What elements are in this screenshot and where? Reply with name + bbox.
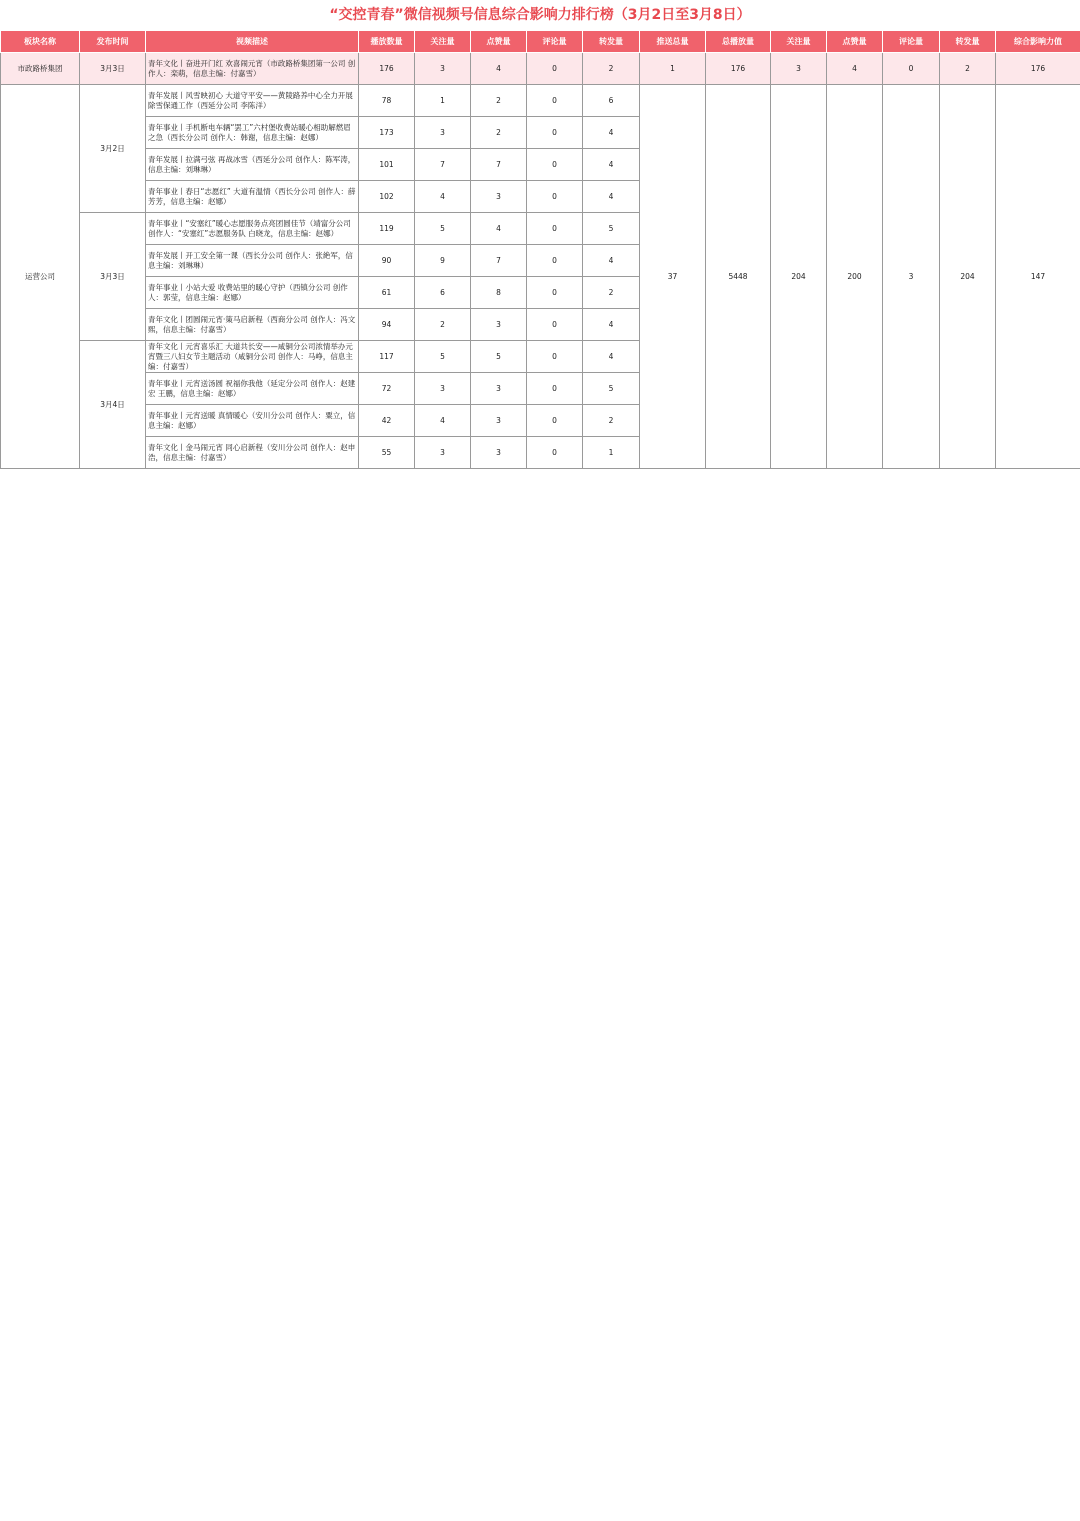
total-play: 176 <box>706 53 771 85</box>
video-description: 青年事业丨手机断电车辆“罢工”六村堡收费站暖心相助解燃眉之急（西长分公司 创作人：韩谢，信息主编：赵娜） <box>146 117 359 149</box>
table-row <box>1 53 1080 85</box>
follow-count: 1 <box>415 85 471 117</box>
share-count: 2 <box>583 277 640 309</box>
table-row <box>1 85 1080 117</box>
share-count: 2 <box>583 405 640 437</box>
comment-count: 0 <box>527 85 583 117</box>
ranking-table <box>0 30 1080 469</box>
influence-value: 176 <box>996 53 1080 85</box>
header-cell: 转发量 <box>583 31 640 53</box>
header-cell: 评论量 <box>883 31 940 53</box>
header-cell: 评论量 <box>527 31 583 53</box>
comment-count: 0 <box>527 373 583 405</box>
share-count: 6 <box>583 85 640 117</box>
play-count: 173 <box>359 117 415 149</box>
play-count: 90 <box>359 245 415 277</box>
comment-count: 0 <box>527 117 583 149</box>
play-count: 72 <box>359 373 415 405</box>
comment-count: 0 <box>527 437 583 469</box>
play-count: 78 <box>359 85 415 117</box>
total-share: 204 <box>940 85 996 469</box>
like-count: 3 <box>471 181 527 213</box>
play-count: 119 <box>359 213 415 245</box>
header-cell: 关注量 <box>415 31 471 53</box>
play-count: 61 <box>359 277 415 309</box>
comment-count: 0 <box>527 149 583 181</box>
total-follow: 3 <box>771 53 827 85</box>
like-count: 3 <box>471 373 527 405</box>
total-comment: 0 <box>883 53 940 85</box>
play-count: 42 <box>359 405 415 437</box>
play-count: 176 <box>359 53 415 85</box>
sector-name: 市政路桥集团 <box>1 53 80 85</box>
comment-count: 0 <box>527 405 583 437</box>
play-count: 117 <box>359 341 415 373</box>
header-cell: 视频描述 <box>146 31 359 53</box>
follow-count: 4 <box>415 181 471 213</box>
follow-count: 9 <box>415 245 471 277</box>
publish-date: 3月2日 <box>80 85 146 213</box>
share-count: 4 <box>583 309 640 341</box>
page-title: “交控青春”微信视频号信息综合影响力排行榜（3月2日至3月8日） <box>329 7 751 23</box>
publish-date: 3月3日 <box>80 213 146 341</box>
share-count: 4 <box>583 181 640 213</box>
follow-count: 5 <box>415 341 471 373</box>
play-count: 94 <box>359 309 415 341</box>
play-count: 55 <box>359 437 415 469</box>
like-count: 2 <box>471 117 527 149</box>
sector-name: 运营公司 <box>1 85 80 469</box>
video-description: 青年发展丨开工安全第一课（西长分公司 创作人：张絶军，信息主编：刘琳琳） <box>146 245 359 277</box>
like-count: 3 <box>471 405 527 437</box>
header-cell: 板块名称 <box>1 31 80 53</box>
comment-count: 0 <box>527 245 583 277</box>
share-count: 1 <box>583 437 640 469</box>
comment-count: 0 <box>527 53 583 85</box>
video-description: 青年文化丨奋进开门红 欢喜闹元宵（市政路桥集团第一公司 创作人：栾萌，信息主编：付嘉雪） <box>146 53 359 85</box>
share-count: 4 <box>583 117 640 149</box>
follow-count: 4 <box>415 405 471 437</box>
follow-count: 3 <box>415 53 471 85</box>
video-description: 青年事业丨春日“志愿红” 大道有温情（西长分公司 创作人：薛芳芳，信息主编：赵娜） <box>146 181 359 213</box>
total-follow: 204 <box>771 85 827 469</box>
header-cell: 总播放量 <box>706 31 771 53</box>
video-description: 青年发展丨拉满弓弦 再战冰雪（西延分公司 创作人：陈军涛，信息主编：刘琳琳） <box>146 149 359 181</box>
follow-count: 6 <box>415 277 471 309</box>
like-count: 7 <box>471 245 527 277</box>
header-cell: 点赞量 <box>471 31 527 53</box>
total-push: 37 <box>640 85 706 469</box>
video-description: 青年发展丨风雪映初心 大道守平安——黄陵路养中心全力开展除雪保通工作（西延分公司 李陈洋） <box>146 85 359 117</box>
like-count: 3 <box>471 437 527 469</box>
share-count: 5 <box>583 213 640 245</box>
video-description: 青年事业丨元宵送暖 真情暖心（安川分公司 创作人：粟立，信息主编：赵娜） <box>146 405 359 437</box>
share-count: 4 <box>583 341 640 373</box>
comment-count: 0 <box>527 309 583 341</box>
follow-count: 7 <box>415 149 471 181</box>
follow-count: 5 <box>415 213 471 245</box>
video-description: 青年文化丨元宵喜乐汇 大道共长安——咸铜分公司浓情举办元宵暨三八妇女节主题活动（咸铜分公司 创作人：马峥，信息主编：付嘉雪） <box>146 341 359 373</box>
follow-count: 3 <box>415 117 471 149</box>
follow-count: 3 <box>415 373 471 405</box>
video-description: 青年文化丨团圆闹元宵·策马启新程（西商分公司 创作人：冯文熙，信息主编：付嘉雪） <box>146 309 359 341</box>
publish-date: 3月3日 <box>80 53 146 85</box>
total-share: 2 <box>940 53 996 85</box>
share-count: 4 <box>583 149 640 181</box>
video-description: 青年事业丨元宵送汤圆 祝福你我他（延定分公司 创作人：赵建宏 王鹏，信息主编：赵娜） <box>146 373 359 405</box>
header-cell: 点赞量 <box>827 31 883 53</box>
total-play: 5448 <box>706 85 771 469</box>
header-cell: 综合影响力值 <box>996 31 1080 53</box>
influence-value: 147 <box>996 85 1080 469</box>
total-comment: 3 <box>883 85 940 469</box>
like-count: 7 <box>471 149 527 181</box>
video-description: 青年事业丨“安塞红”暖心志愿服务点亮团圆佳节（靖富分公司 创作人：“安塞红”志愿服务队 白晓龙，信息主编：赵娜） <box>146 213 359 245</box>
total-like: 200 <box>827 85 883 469</box>
comment-count: 0 <box>527 277 583 309</box>
comment-count: 0 <box>527 213 583 245</box>
like-count: 3 <box>471 309 527 341</box>
header-cell: 推送总量 <box>640 31 706 53</box>
follow-count: 3 <box>415 437 471 469</box>
header-cell: 播放数量 <box>359 31 415 53</box>
like-count: 2 <box>471 85 527 117</box>
total-push: 1 <box>640 53 706 85</box>
like-count: 5 <box>471 341 527 373</box>
follow-count: 2 <box>415 309 471 341</box>
video-description: 青年文化丨金马闹元宵 同心启新程（安川分公司 创作人：赵申浩，信息主编：付嘉雪） <box>146 437 359 469</box>
share-count: 4 <box>583 245 640 277</box>
play-count: 102 <box>359 181 415 213</box>
comment-count: 0 <box>527 341 583 373</box>
share-count: 2 <box>583 53 640 85</box>
total-like: 4 <box>827 53 883 85</box>
header-cell: 发布时间 <box>80 31 146 53</box>
play-count: 101 <box>359 149 415 181</box>
like-count: 4 <box>471 53 527 85</box>
header-cell: 关注量 <box>771 31 827 53</box>
video-description: 青年事业丨小站大爱 收费站里的暖心守护（西镇分公司 创作人：郭莹，信息主编：赵娜） <box>146 277 359 309</box>
header-cell: 转发量 <box>940 31 996 53</box>
header-row <box>1 31 1080 53</box>
share-count: 5 <box>583 373 640 405</box>
like-count: 4 <box>471 213 527 245</box>
publish-date: 3月4日 <box>80 341 146 469</box>
comment-count: 0 <box>527 181 583 213</box>
like-count: 8 <box>471 277 527 309</box>
